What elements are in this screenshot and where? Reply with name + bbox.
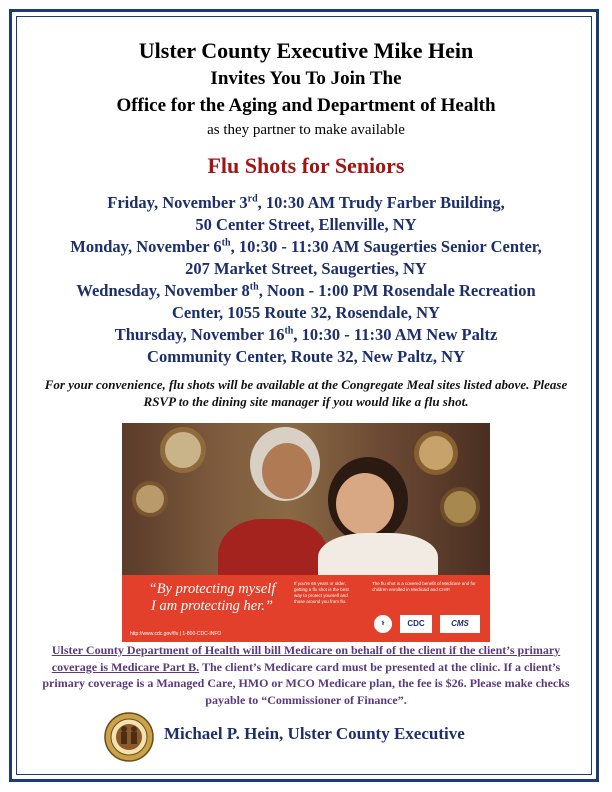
schedule-address: 207 Market Street, Saugerties, NY: [185, 259, 427, 278]
schedule-time-place: , Noon - 1:00 PM Rosendale Recreation: [258, 281, 536, 300]
billing-underlined: Ulster County Department of Health will bill Medicare on behalf of the client if the client’s primary coverage is Medicare Part B.: [51, 643, 561, 674]
date-suffix: th: [221, 237, 231, 249]
schedule-day: Friday, November 3: [107, 193, 248, 212]
schedule-time-place: , 10:30 - 11:30 AM New Paltz: [293, 325, 498, 344]
decorative-plate: [440, 487, 480, 527]
date-suffix: rd: [247, 193, 258, 205]
schedule-time-place: , 10:30 - 11:30 AM Saugerties Senior Center,: [230, 237, 542, 256]
schedule-day: Monday, November 6: [70, 237, 222, 256]
billing-details: The client’s Medicare card must be presented at the clinic. If a client’s primary coverage is a Managed Care, HMO or MCO Medicare plan, the fee is $26. Please make checks payable to “Commissioner of Finance”.: [42, 659, 570, 707]
schedule-address: Center, 1055 Route 32, Rosendale, NY: [172, 303, 440, 322]
billing-information: [38, 642, 574, 708]
poster-right-text: The flu shot is a covered benefit of Medicare and for children enrolled in Medicaid and CHIP.: [372, 581, 476, 592]
poster-photo: [122, 423, 490, 575]
decorative-plate: [160, 427, 206, 473]
flyer-title: Flu Shots for Seniors: [207, 153, 405, 178]
poster-quote: [132, 581, 292, 615]
header-line-1: Ulster County Executive Mike Hein: [138, 38, 474, 63]
schedule-day: Thursday, November 16: [114, 325, 285, 344]
schedule-time-place: , 10:30 AM Trudy Farber Building,: [257, 193, 505, 212]
decorative-plate: [132, 481, 168, 517]
schedule-day: Wednesday, November 8: [76, 281, 250, 300]
poster-middle-text: If you're 65 years or older, getting a flu shot is the best way to protect yourself and those around you from flu.: [294, 581, 349, 604]
date-suffix: th: [284, 325, 294, 337]
cms-logo: CMS: [440, 615, 480, 633]
schedule-entry-1: [20, 192, 592, 236]
header-line-4: as they partner to make available: [207, 122, 405, 138]
grandmother-face: [262, 443, 312, 499]
poster-red-band: [122, 575, 490, 642]
schedule-address: 50 Center Street, Ellenville, NY: [195, 215, 417, 234]
poster-quote-line-1: “By protecting myself: [148, 581, 276, 597]
schedule: [20, 192, 592, 368]
ulster-county-seal-icon: [104, 712, 154, 762]
schedule-entry-2: [20, 236, 592, 280]
hhs-logo-icon: ⚕: [374, 615, 392, 633]
schedule-entry-4: [20, 324, 592, 368]
header-line-3: Office for the Aging and Department of Health: [116, 95, 496, 116]
convenience-note: For your convenience, flu shots will be available at the Congregate Meal sites listed above. Please RSVP to the dining site manager if you would like a flu shot.: [44, 377, 568, 409]
poster-quote-line-2: I am protecting her.”: [151, 598, 273, 614]
cdc-logo: CDC: [400, 615, 432, 633]
decorative-plate: [414, 431, 458, 475]
schedule-entry-3: [20, 280, 592, 324]
poster-url: http://www.cdc.gov/flu | 1-800-CDC-INFO: [130, 631, 222, 637]
child-face: [336, 473, 394, 535]
schedule-address: Community Center, Route 32, New Paltz, NY: [147, 347, 465, 366]
header-line-2: Invites You To Join The: [210, 68, 402, 89]
executive-signature: Michael P. Hein, Ulster County Executive: [164, 724, 465, 743]
date-suffix: th: [249, 281, 259, 293]
flu-poster-image: [122, 423, 490, 642]
